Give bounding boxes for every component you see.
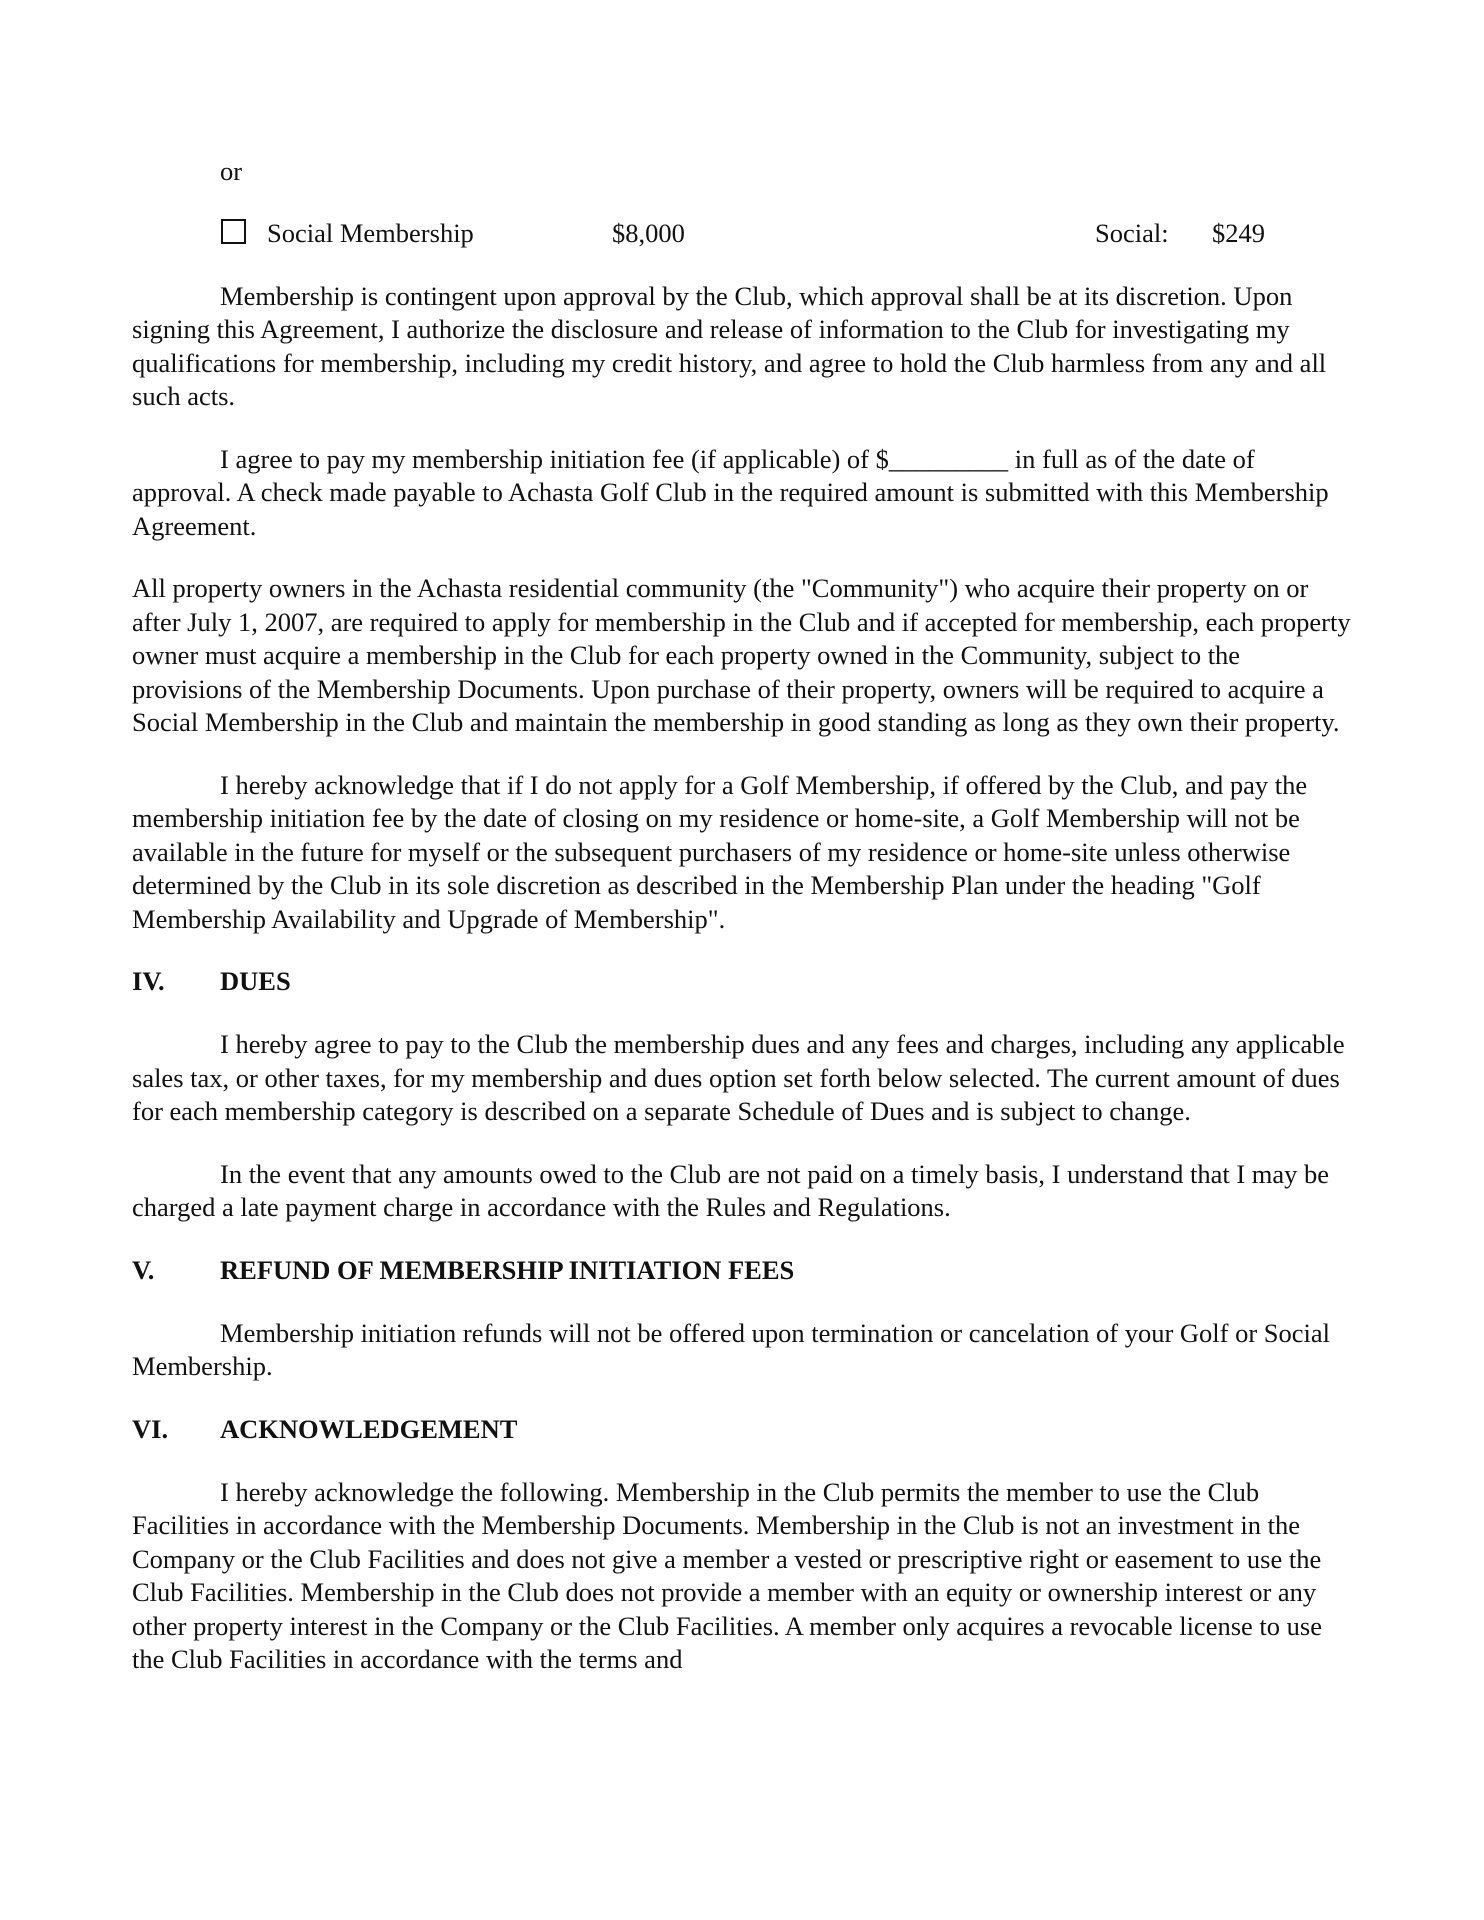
option-dues-label: Social: bbox=[1095, 217, 1169, 248]
paragraph-refunds: Membership initiation refunds will not be offered upon termination or cancelation of your Golf or Social Membership. bbox=[132, 1317, 1331, 1381]
paragraph-late-payment: In the event that any amounts owed to the Club are not paid on a timely basis, I understand that I may be charged a late payment charge in accordance with the Rules and Regulations. bbox=[132, 1158, 1330, 1222]
option-name: Social Membership bbox=[267, 217, 474, 248]
section-number: IV. bbox=[132, 966, 165, 996]
section-title: REFUND OF MEMBERSHIP INITIATION FEES bbox=[220, 1254, 795, 1285]
paragraph-approval: Membership is contingent upon approval by the Club, which approval shall be at its discretion. Upon signing this Agreement, I authorize the disclosure and release of information to the Club for investigating my qualifications for membership, including my credit history, and agree to hold the Club harmless from any and all such acts. bbox=[132, 280, 1327, 411]
option-dues-value: $249 bbox=[1212, 217, 1265, 248]
paragraph-initiation-fee: I agree to pay my membership initiation fee (if applicable) of $_________ in full as of the date of approval. A check made payable to Achasta Golf Club in the required amount is submitted with this Membership Agreement. bbox=[132, 443, 1329, 541]
section-heading-acknowledgement bbox=[132, 1413, 1357, 1447]
section-heading-dues bbox=[132, 965, 1357, 999]
section-title: DUES bbox=[220, 966, 291, 996]
section-heading-refund bbox=[132, 1254, 1357, 1288]
section-number: V. bbox=[132, 1254, 155, 1285]
paragraph-golf-membership: I hereby acknowledge that if I do not apply for a Golf Membership, if offered by the Club, and pay the membership initiation fee by the date of closing on my residence or home-site, a Golf Membership will not be available in the future for myself or the subsequent purchasers of my residence or home-site unless otherwise determined by the Club in its sole discretion as described in the Membership Plan under the heading "Golf Membership Availability and Upgrade of Membership". bbox=[132, 769, 1308, 934]
paragraph-dues: I hereby agree to pay to the Club the membership dues and any fees and charges, including any applicable sales tax, or other taxes, for my membership and dues option set forth below selected. The current amount of dues for each membership category is described on a separate Schedule of Dues and is subject to change. bbox=[132, 1029, 1345, 1126]
or-text: or bbox=[220, 156, 243, 186]
paragraph-acknowledgement: I hereby acknowledge the following. Membership in the Club permits the member to use the Club Facilities in accordance with the Membership Documents. Membership in the Club is not an investment in the Company or the Club Facilities and does not give a member a vested or prescriptive right or easement to use the Club Facilities. Membership in the Club does not provide a member with an equity or ownership interest or any other property interest in the Company or the Club Facilities. A member only acquires a revocable license to use the Club Facilities in accordance with the terms and bbox=[132, 1476, 1322, 1674]
document-page bbox=[132, 155, 1357, 1677]
section-title: ACKNOWLEDGEMENT bbox=[220, 1413, 518, 1444]
section-number: VI. bbox=[132, 1413, 169, 1444]
paragraph-property-owners: All property owners in the Achasta residential community (the "Community") who acquire their property on or after July 1, 2007, are required to apply for membership in the Club and if accepted for membership, each property owner must acquire a membership in the Club for each property owned in the Community, subject to the provisions of the Membership Documents. Upon purchase of their property, owners will be required to acquire a Social Membership in the Club and maintain the membership in good standing as long as they own their property. bbox=[132, 573, 1351, 737]
membership-option-social bbox=[132, 217, 1357, 251]
social-membership-checkbox[interactable] bbox=[221, 219, 246, 244]
option-price: $8,000 bbox=[612, 217, 685, 248]
